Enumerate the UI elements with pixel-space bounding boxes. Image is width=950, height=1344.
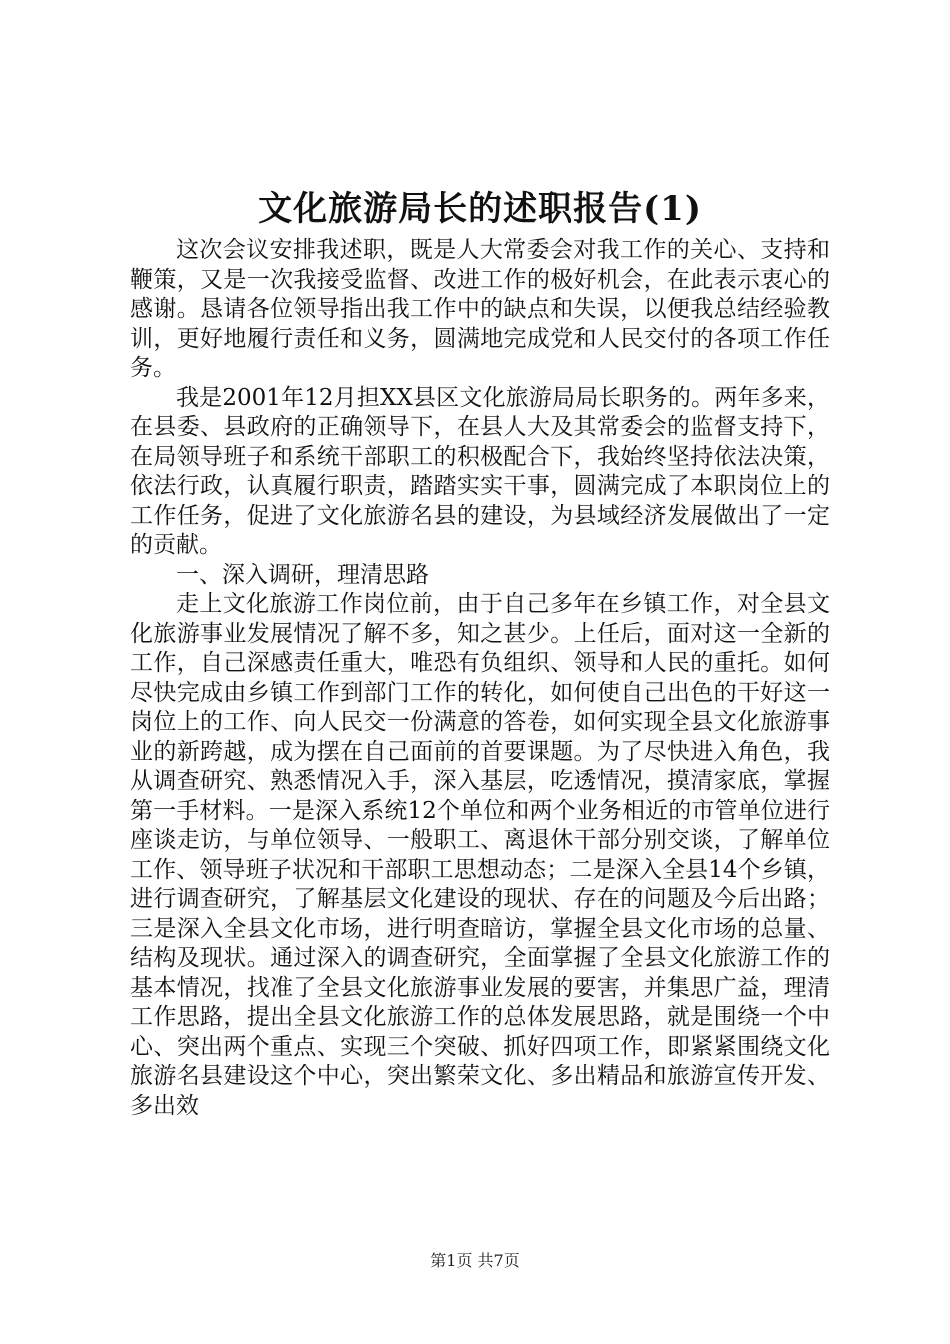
document-title: 文化旅游局长的述职报告(1) <box>258 189 702 229</box>
section-paragraph: 走上文化旅游工作岗位前，由于自己多年在乡镇工作，对全县文化旅游事业发展情况了解不多，知之甚少。上任后，面对这一全新的工作，自己深感责任重大，唯恐有负组织、领导和人民的重托。如何尽快完成由乡镇工作到部门工作的转化，如何使自己出色的干好这一岗位上的工作、向人民交一份满意的答卷，如何实现全县文化旅游事业的新跨越，成为摆在自己面前的首要课题。为了尽快进入角色，我从调查研究、熟悉情况入手，深入基层，吃透情况，摸清家底，掌握第一手材料。一是深入系统12个单位和两个业务相近的市管单位进行座谈走访，与单位领导、一般职工、离退休干部分别交谈，了解单位工作、领导班子状况和干部职工思想动态；二是深入全县14个乡镇，进行调查研究，了解基层文化建设的现状、存在的问题及今后出路；三是深入全县文化市场，进行明查暗访，掌握全县文化市场的总量、结构及现状。通过深入的调查研究，全面掌握了全县文化旅游工作的基本情况，找准了全县文化旅游事业发展的要害，并集思广益，理清工作思路，提出全县文化旅游工作的总体发展思路，就是围绕一个中心、突出两个重点、实现三个突破、抓好四项工作，即紧紧围绕文化旅游名县建设这个中心，突出繁荣文化、多出精品和旅游宣传开发、多出效 <box>130 591 830 1119</box>
intro-paragraph-1: 这次会议安排我述职，既是人大常委会对我工作的关心、支持和鞭策，又是一次我接受监督、改进工作的极好机会，在此表示衷心的感谢。恳请各位领导指出我工作中的缺点和失误，以便我总结经验教训，更好地履行责任和义务，圆满地完成党和人民交付的各项工作任务。 <box>130 237 830 381</box>
page-footer: 第1页 共7页 <box>430 1251 520 1270</box>
intro-paragraph-2: 我是2001年12月担XX县区文化旅游局局长职务的。两年多来，在县委、县政府的正确领导下，在县人大及其常委会的监督支持下，在局领导班子和系统干部职工的积极配合下，我始终坚持依法决策，依法行政，认真履行职责，踏踏实实干事，圆满完成了本职岗位上的工作任务，促进了文化旅游名县的建设，为县域经济发展做出了一定的贡献。 <box>130 384 830 558</box>
section-heading: 一、深入调研，理清思路 <box>176 561 429 588</box>
document-page <box>130 182 830 1121</box>
